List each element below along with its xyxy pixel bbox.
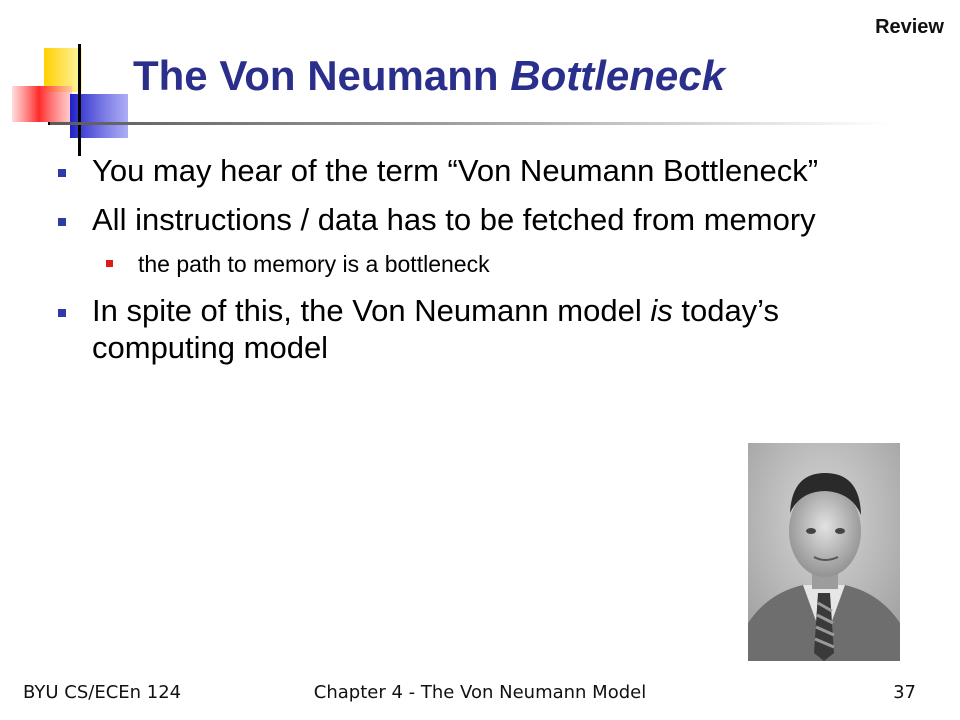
bullet-text-emphasis: is xyxy=(650,293,673,328)
title-main: The Von Neumann xyxy=(133,52,511,99)
review-badge: Review xyxy=(875,16,944,38)
bullet-text: All instructions / data has to be fetched from memory xyxy=(92,202,816,237)
sub-bullet-item xyxy=(56,250,836,278)
square-bullet-icon xyxy=(58,218,66,226)
portrait-photo xyxy=(748,443,900,661)
sub-bullet-text: the path to memory is a bottleneck xyxy=(138,251,490,277)
footer-chapter: Chapter 4 - The Von Neumann Model xyxy=(313,682,647,703)
bullet-text-post: today’s computing model xyxy=(92,293,780,365)
portrait-illustration-icon xyxy=(748,443,900,661)
bullet-item xyxy=(56,152,836,189)
bullet-list xyxy=(56,152,836,378)
square-bullet-icon xyxy=(58,309,66,317)
footer-course: BYU CS/ECEn 124 xyxy=(23,682,182,703)
bullet-item xyxy=(56,201,836,238)
slide-logo-icon xyxy=(0,40,140,160)
title-rule xyxy=(50,122,890,125)
title-emphasis: Bottleneck xyxy=(510,52,725,99)
bullet-text-pre: In spite of this, the Von Neumann model xyxy=(92,293,651,328)
bullet-item xyxy=(56,292,836,366)
bullet-text: You may hear of the term “Von Neumann Bottleneck” xyxy=(92,153,819,188)
footer-page-number: 37 xyxy=(893,682,916,703)
slide-title xyxy=(133,52,725,100)
square-sub-bullet-icon xyxy=(106,260,113,267)
square-bullet-icon xyxy=(58,169,66,177)
